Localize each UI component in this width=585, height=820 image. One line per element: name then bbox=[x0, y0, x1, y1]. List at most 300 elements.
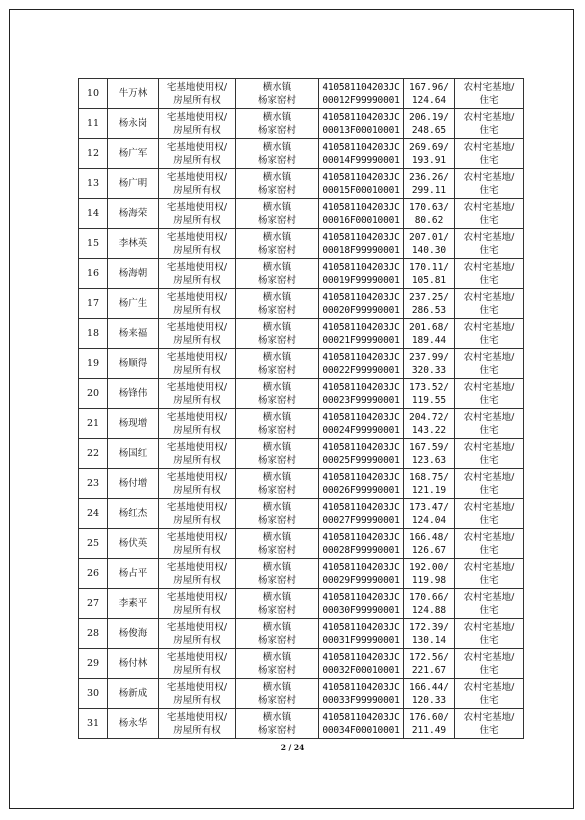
land-use-line: 农村宅基地/ bbox=[463, 711, 515, 723]
right-type-line: 宅基地使用权/ bbox=[166, 681, 228, 693]
area-line: 176.60/ bbox=[408, 711, 450, 723]
right-type-line: 宅基地使用权/ bbox=[166, 531, 228, 543]
unit-code-line: 410581104203JC bbox=[322, 501, 400, 513]
unit-code-line: 410581104203JC bbox=[322, 351, 400, 363]
right-type-line: 宅基地使用权/ bbox=[166, 471, 228, 483]
land-use-line: 住宅 bbox=[479, 544, 499, 556]
land-use-line: 农村宅基地/ bbox=[463, 411, 515, 423]
location-line: 横水镇 bbox=[262, 501, 292, 513]
location-line: 横水镇 bbox=[262, 111, 292, 123]
table-body bbox=[79, 79, 524, 739]
unit-code-line: 410581104203JC bbox=[322, 681, 400, 693]
unit-code-line: 410581104203JC bbox=[322, 231, 400, 243]
area-line: 269.69/ bbox=[408, 141, 450, 153]
table-row bbox=[79, 379, 524, 409]
area-line: 193.91 bbox=[411, 154, 447, 166]
location-line: 杨家窑村 bbox=[257, 514, 296, 526]
unit-code-line: 00033F99990001 bbox=[322, 694, 400, 706]
land-use-cell bbox=[455, 439, 524, 469]
location-line: 横水镇 bbox=[262, 441, 292, 453]
row-number-cell: 17 bbox=[79, 289, 108, 319]
owner-name-cell: 杨占平 bbox=[108, 559, 159, 589]
table-row bbox=[79, 349, 524, 379]
land-use-line: 住宅 bbox=[479, 574, 499, 586]
area-cell bbox=[404, 379, 455, 409]
unit-code-cell bbox=[319, 559, 404, 589]
area-cell bbox=[404, 319, 455, 349]
location-line: 横水镇 bbox=[262, 651, 292, 663]
location-line: 杨家窑村 bbox=[257, 304, 296, 316]
table-row bbox=[79, 469, 524, 499]
property-rights-table bbox=[78, 78, 524, 739]
location-line: 杨家窑村 bbox=[257, 184, 296, 196]
right-type-cell bbox=[159, 409, 236, 439]
area-line: 299.11 bbox=[411, 184, 447, 196]
right-type-cell bbox=[159, 199, 236, 229]
owner-name-cell: 杨付林 bbox=[108, 649, 159, 679]
location-line: 横水镇 bbox=[262, 231, 292, 243]
row-number-cell: 23 bbox=[79, 469, 108, 499]
row-number-cell: 13 bbox=[79, 169, 108, 199]
unit-code-line: 00014F99990001 bbox=[322, 154, 400, 166]
land-use-line: 农村宅基地/ bbox=[463, 81, 515, 93]
area-cell bbox=[404, 709, 455, 739]
right-type-line: 房屋所有权 bbox=[173, 304, 221, 316]
land-use-cell bbox=[455, 79, 524, 109]
area-line: 236.26/ bbox=[408, 171, 450, 183]
unit-code-line: 00024F99990001 bbox=[322, 424, 400, 436]
right-type-line: 房屋所有权 bbox=[173, 274, 221, 286]
unit-code-line: 410581104203JC bbox=[322, 621, 400, 633]
land-use-line: 农村宅基地/ bbox=[463, 681, 515, 693]
land-use-cell bbox=[455, 319, 524, 349]
location-line: 杨家窑村 bbox=[257, 124, 296, 136]
right-type-cell bbox=[159, 709, 236, 739]
location-line: 杨家窑村 bbox=[257, 454, 296, 466]
right-type-cell bbox=[159, 379, 236, 409]
area-cell bbox=[404, 199, 455, 229]
table-row bbox=[79, 139, 524, 169]
owner-name-cell: 杨国红 bbox=[108, 439, 159, 469]
unit-code-line: 00028F99990001 bbox=[322, 544, 400, 556]
unit-code-cell bbox=[319, 289, 404, 319]
owner-name-cell: 杨永岗 bbox=[108, 109, 159, 139]
area-cell bbox=[404, 649, 455, 679]
land-use-line: 农村宅基地/ bbox=[463, 561, 515, 573]
location-line: 横水镇 bbox=[262, 291, 292, 303]
land-use-line: 农村宅基地/ bbox=[463, 351, 515, 363]
area-line: 124.64 bbox=[411, 94, 447, 106]
right-type-line: 房屋所有权 bbox=[173, 364, 221, 376]
area-cell bbox=[404, 229, 455, 259]
location-cell bbox=[236, 109, 319, 139]
unit-code-cell bbox=[319, 169, 404, 199]
right-type-line: 宅基地使用权/ bbox=[166, 261, 228, 273]
row-number-cell: 19 bbox=[79, 349, 108, 379]
right-type-cell bbox=[159, 109, 236, 139]
area-line: 221.67 bbox=[411, 664, 447, 676]
location-line: 杨家窑村 bbox=[257, 544, 296, 556]
area-line: 173.47/ bbox=[408, 501, 450, 513]
unit-code-cell bbox=[319, 499, 404, 529]
table-row bbox=[79, 319, 524, 349]
unit-code-line: 00019F99990001 bbox=[322, 274, 400, 286]
land-use-line: 农村宅基地/ bbox=[463, 621, 515, 633]
owner-name-cell: 杨俊海 bbox=[108, 619, 159, 649]
unit-code-line: 00034F00010001 bbox=[322, 724, 400, 736]
location-cell bbox=[236, 229, 319, 259]
location-cell bbox=[236, 559, 319, 589]
land-use-line: 住宅 bbox=[479, 364, 499, 376]
right-type-line: 房屋所有权 bbox=[173, 604, 221, 616]
location-line: 杨家窑村 bbox=[257, 394, 296, 406]
location-line: 杨家窑村 bbox=[257, 724, 296, 736]
owner-name-cell: 杨海朝 bbox=[108, 259, 159, 289]
land-use-line: 住宅 bbox=[479, 214, 499, 226]
area-cell bbox=[404, 559, 455, 589]
right-type-cell bbox=[159, 439, 236, 469]
area-line: 173.52/ bbox=[408, 381, 450, 393]
land-use-cell bbox=[455, 109, 524, 139]
land-use-line: 农村宅基地/ bbox=[463, 531, 515, 543]
unit-code-cell bbox=[319, 409, 404, 439]
land-use-line: 住宅 bbox=[479, 424, 499, 436]
location-line: 横水镇 bbox=[262, 171, 292, 183]
land-use-line: 住宅 bbox=[479, 94, 499, 106]
right-type-line: 房屋所有权 bbox=[173, 664, 221, 676]
area-line: 105.81 bbox=[411, 274, 447, 286]
right-type-cell bbox=[159, 169, 236, 199]
location-cell bbox=[236, 439, 319, 469]
land-use-cell bbox=[455, 199, 524, 229]
right-type-line: 宅基地使用权/ bbox=[166, 201, 228, 213]
unit-code-line: 410581104203JC bbox=[322, 261, 400, 273]
land-use-line: 农村宅基地/ bbox=[463, 591, 515, 603]
location-line: 横水镇 bbox=[262, 261, 292, 273]
land-use-line: 农村宅基地/ bbox=[463, 201, 515, 213]
right-type-cell bbox=[159, 499, 236, 529]
unit-code-line: 410581104203JC bbox=[322, 201, 400, 213]
land-use-cell bbox=[455, 139, 524, 169]
right-type-line: 宅基地使用权/ bbox=[166, 321, 228, 333]
right-type-line: 宅基地使用权/ bbox=[166, 561, 228, 573]
area-line: 207.01/ bbox=[408, 231, 450, 243]
area-line: 286.53 bbox=[411, 304, 447, 316]
right-type-line: 宅基地使用权/ bbox=[166, 621, 228, 633]
location-cell bbox=[236, 169, 319, 199]
unit-code-cell bbox=[319, 529, 404, 559]
land-use-cell bbox=[455, 679, 524, 709]
unit-code-line: 00025F99990001 bbox=[322, 454, 400, 466]
unit-code-cell bbox=[319, 229, 404, 259]
location-cell bbox=[236, 379, 319, 409]
location-line: 横水镇 bbox=[262, 621, 292, 633]
unit-code-line: 410581104203JC bbox=[322, 381, 400, 393]
area-cell bbox=[404, 109, 455, 139]
right-type-cell bbox=[159, 259, 236, 289]
area-cell bbox=[404, 409, 455, 439]
unit-code-line: 00029F99990001 bbox=[322, 574, 400, 586]
owner-name-cell: 杨顺得 bbox=[108, 349, 159, 379]
location-line: 杨家窑村 bbox=[257, 244, 296, 256]
area-line: 172.56/ bbox=[408, 651, 450, 663]
row-number-cell: 25 bbox=[79, 529, 108, 559]
row-number-cell: 16 bbox=[79, 259, 108, 289]
right-type-line: 房屋所有权 bbox=[173, 94, 221, 106]
table-row bbox=[79, 199, 524, 229]
right-type-cell bbox=[159, 229, 236, 259]
area-line: 168.75/ bbox=[408, 471, 450, 483]
row-number-cell: 28 bbox=[79, 619, 108, 649]
location-cell bbox=[236, 259, 319, 289]
area-line: 167.96/ bbox=[408, 81, 450, 93]
area-cell bbox=[404, 529, 455, 559]
owner-name-cell: 杨付增 bbox=[108, 469, 159, 499]
area-line: 140.30 bbox=[411, 244, 447, 256]
land-use-cell bbox=[455, 229, 524, 259]
location-cell bbox=[236, 289, 319, 319]
land-use-line: 农村宅基地/ bbox=[463, 231, 515, 243]
table-row bbox=[79, 439, 524, 469]
location-line: 杨家窑村 bbox=[257, 154, 296, 166]
right-type-line: 房屋所有权 bbox=[173, 454, 221, 466]
location-cell bbox=[236, 709, 319, 739]
area-line: 320.33 bbox=[411, 364, 447, 376]
right-type-line: 宅基地使用权/ bbox=[166, 411, 228, 423]
right-type-line: 宅基地使用权/ bbox=[166, 711, 228, 723]
right-type-line: 宅基地使用权/ bbox=[166, 351, 228, 363]
land-use-line: 农村宅基地/ bbox=[463, 141, 515, 153]
land-use-line: 住宅 bbox=[479, 604, 499, 616]
unit-code-line: 00012F99990001 bbox=[322, 94, 400, 106]
location-line: 横水镇 bbox=[262, 681, 292, 693]
location-line: 杨家窑村 bbox=[257, 214, 296, 226]
location-line: 杨家窑村 bbox=[257, 694, 296, 706]
land-use-line: 农村宅基地/ bbox=[463, 471, 515, 483]
land-use-line: 农村宅基地/ bbox=[463, 651, 515, 663]
land-use-line: 农村宅基地/ bbox=[463, 381, 515, 393]
area-line: 170.11/ bbox=[408, 261, 450, 273]
row-number-cell: 12 bbox=[79, 139, 108, 169]
right-type-line: 房屋所有权 bbox=[173, 214, 221, 226]
location-line: 杨家窑村 bbox=[257, 424, 296, 436]
land-use-line: 农村宅基地/ bbox=[463, 261, 515, 273]
land-use-line: 住宅 bbox=[479, 724, 499, 736]
location-line: 横水镇 bbox=[262, 81, 292, 93]
unit-code-line: 410581104203JC bbox=[322, 81, 400, 93]
area-cell bbox=[404, 679, 455, 709]
land-use-cell bbox=[455, 649, 524, 679]
land-use-cell bbox=[455, 589, 524, 619]
unit-code-cell bbox=[319, 139, 404, 169]
table-row bbox=[79, 79, 524, 109]
area-line: 166.48/ bbox=[408, 531, 450, 543]
location-cell bbox=[236, 79, 319, 109]
unit-code-line: 00022F99990001 bbox=[322, 364, 400, 376]
table-row bbox=[79, 409, 524, 439]
unit-code-line: 410581104203JC bbox=[322, 591, 400, 603]
land-use-line: 农村宅基地/ bbox=[463, 291, 515, 303]
table-row bbox=[79, 709, 524, 739]
right-type-cell bbox=[159, 589, 236, 619]
area-line: 237.25/ bbox=[408, 291, 450, 303]
right-type-line: 宅基地使用权/ bbox=[166, 501, 228, 513]
location-line: 杨家窑村 bbox=[257, 334, 296, 346]
location-cell bbox=[236, 649, 319, 679]
owner-name-cell: 杨来福 bbox=[108, 319, 159, 349]
unit-code-cell bbox=[319, 439, 404, 469]
area-cell bbox=[404, 589, 455, 619]
table-row bbox=[79, 169, 524, 199]
right-type-line: 房屋所有权 bbox=[173, 694, 221, 706]
location-cell bbox=[236, 319, 319, 349]
area-line: 206.19/ bbox=[408, 111, 450, 123]
right-type-cell bbox=[159, 349, 236, 379]
row-number-cell: 31 bbox=[79, 709, 108, 739]
right-type-line: 房屋所有权 bbox=[173, 244, 221, 256]
location-cell bbox=[236, 499, 319, 529]
location-line: 杨家窑村 bbox=[257, 364, 296, 376]
right-type-line: 宅基地使用权/ bbox=[166, 81, 228, 93]
land-use-line: 住宅 bbox=[479, 184, 499, 196]
unit-code-line: 00018F99990001 bbox=[322, 244, 400, 256]
unit-code-line: 00023F99990001 bbox=[322, 394, 400, 406]
location-line: 杨家窑村 bbox=[257, 574, 296, 586]
land-use-line: 农村宅基地/ bbox=[463, 171, 515, 183]
row-number-cell: 10 bbox=[79, 79, 108, 109]
land-use-line: 住宅 bbox=[479, 454, 499, 466]
location-line: 横水镇 bbox=[262, 591, 292, 603]
location-line: 杨家窑村 bbox=[257, 634, 296, 646]
right-type-line: 房屋所有权 bbox=[173, 124, 221, 136]
location-line: 横水镇 bbox=[262, 201, 292, 213]
area-cell bbox=[404, 259, 455, 289]
location-cell bbox=[236, 469, 319, 499]
owner-name-cell: 李林英 bbox=[108, 229, 159, 259]
right-type-line: 宅基地使用权/ bbox=[166, 291, 228, 303]
row-number-cell: 26 bbox=[79, 559, 108, 589]
right-type-line: 宅基地使用权/ bbox=[166, 441, 228, 453]
right-type-line: 房屋所有权 bbox=[173, 184, 221, 196]
row-number-cell: 27 bbox=[79, 589, 108, 619]
owner-name-cell: 杨锋伟 bbox=[108, 379, 159, 409]
location-line: 横水镇 bbox=[262, 531, 292, 543]
area-cell bbox=[404, 349, 455, 379]
area-line: 204.72/ bbox=[408, 411, 450, 423]
area-line: 167.59/ bbox=[408, 441, 450, 453]
owner-name-cell: 杨红杰 bbox=[108, 499, 159, 529]
area-cell bbox=[404, 289, 455, 319]
unit-code-cell bbox=[319, 199, 404, 229]
unit-code-line: 410581104203JC bbox=[322, 111, 400, 123]
row-number-cell: 18 bbox=[79, 319, 108, 349]
land-use-cell bbox=[455, 169, 524, 199]
right-type-cell bbox=[159, 559, 236, 589]
location-line: 横水镇 bbox=[262, 351, 292, 363]
row-number-cell: 20 bbox=[79, 379, 108, 409]
area-line: 143.22 bbox=[411, 424, 447, 436]
unit-code-cell bbox=[319, 469, 404, 499]
table-row bbox=[79, 289, 524, 319]
land-use-cell bbox=[455, 529, 524, 559]
land-use-line: 住宅 bbox=[479, 484, 499, 496]
land-use-line: 农村宅基地/ bbox=[463, 441, 515, 453]
right-type-line: 房屋所有权 bbox=[173, 424, 221, 436]
unit-code-cell bbox=[319, 319, 404, 349]
land-use-line: 住宅 bbox=[479, 514, 499, 526]
page-number: 2 / 24 bbox=[280, 743, 305, 752]
table-row bbox=[79, 679, 524, 709]
right-type-cell bbox=[159, 649, 236, 679]
unit-code-cell bbox=[319, 589, 404, 619]
land-use-cell bbox=[455, 409, 524, 439]
right-type-cell bbox=[159, 79, 236, 109]
area-line: 123.63 bbox=[411, 454, 447, 466]
right-type-line: 房屋所有权 bbox=[173, 394, 221, 406]
location-cell bbox=[236, 619, 319, 649]
area-line: 170.63/ bbox=[408, 201, 450, 213]
owner-name-cell: 杨新成 bbox=[108, 679, 159, 709]
land-use-line: 住宅 bbox=[479, 154, 499, 166]
location-cell bbox=[236, 199, 319, 229]
land-use-line: 住宅 bbox=[479, 124, 499, 136]
area-line: 166.44/ bbox=[408, 681, 450, 693]
area-line: 119.55 bbox=[411, 394, 447, 406]
land-use-line: 农村宅基地/ bbox=[463, 321, 515, 333]
right-type-line: 房屋所有权 bbox=[173, 724, 221, 736]
location-line: 横水镇 bbox=[262, 711, 292, 723]
unit-code-line: 00021F99990001 bbox=[322, 334, 400, 346]
location-line: 横水镇 bbox=[262, 561, 292, 573]
owner-name-cell: 李素平 bbox=[108, 589, 159, 619]
unit-code-cell bbox=[319, 379, 404, 409]
right-type-line: 宅基地使用权/ bbox=[166, 591, 228, 603]
unit-code-line: 00015F00010001 bbox=[322, 184, 400, 196]
land-use-line: 住宅 bbox=[479, 244, 499, 256]
area-cell bbox=[404, 79, 455, 109]
unit-code-line: 00032F00010001 bbox=[322, 664, 400, 676]
right-type-line: 房屋所有权 bbox=[173, 574, 221, 586]
land-use-cell bbox=[455, 619, 524, 649]
unit-code-line: 00013F00010001 bbox=[322, 124, 400, 136]
land-use-cell bbox=[455, 469, 524, 499]
land-use-line: 住宅 bbox=[479, 664, 499, 676]
location-line: 横水镇 bbox=[262, 381, 292, 393]
location-cell bbox=[236, 409, 319, 439]
location-cell bbox=[236, 589, 319, 619]
unit-code-line: 00030F99990001 bbox=[322, 604, 400, 616]
land-use-line: 农村宅基地/ bbox=[463, 111, 515, 123]
unit-code-cell bbox=[319, 709, 404, 739]
location-cell bbox=[236, 679, 319, 709]
unit-code-line: 410581104203JC bbox=[322, 321, 400, 333]
location-line: 杨家窑村 bbox=[257, 604, 296, 616]
unit-code-line: 410581104203JC bbox=[322, 291, 400, 303]
unit-code-cell bbox=[319, 259, 404, 289]
table-row bbox=[79, 649, 524, 679]
area-line: 130.14 bbox=[411, 634, 447, 646]
area-line: 119.98 bbox=[411, 574, 447, 586]
table-row bbox=[79, 589, 524, 619]
location-line: 横水镇 bbox=[262, 411, 292, 423]
unit-code-line: 410581104203JC bbox=[322, 441, 400, 453]
row-number-cell: 21 bbox=[79, 409, 108, 439]
land-use-line: 住宅 bbox=[479, 694, 499, 706]
table-row bbox=[79, 619, 524, 649]
owner-name-cell: 杨海荣 bbox=[108, 199, 159, 229]
right-type-cell bbox=[159, 679, 236, 709]
owner-name-cell: 杨现增 bbox=[108, 409, 159, 439]
